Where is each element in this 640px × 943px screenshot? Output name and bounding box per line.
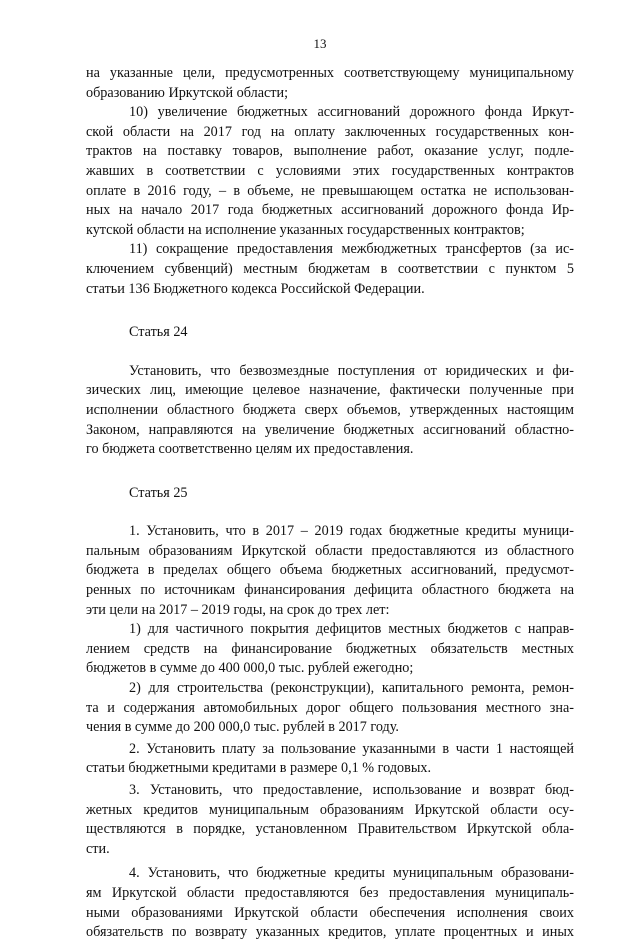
text-line: зических лиц, имеющие целевое назначение, фактически полученные при [86,382,574,399]
text-line: 2. Установить плату за пользование указанными в части 1 настоящей [129,740,574,757]
text-line: статьи бюджетными кредитами в размере 0,1 % годовых. [86,760,432,777]
article-25-part-3 [86,781,574,859]
continuation-paragraph [86,64,574,103]
article-25-part-1-item-1 [86,620,574,679]
text-line: образованию Иркутской области; [86,84,289,101]
text-line: ществляются в порядке, установленном Правительством Иркутской обла- [86,821,574,838]
article-24-text [86,362,574,460]
text-line: 10) увеличение бюджетных ассигнований дорожного фонда Иркут- [129,104,574,121]
article-25-part-1 [86,522,574,620]
text-line: ными образованиями Иркутской области обеспечения исполнения своих [86,904,574,921]
text-line: чения в сумме до 200 000,0 тыс. рублей в 2017 году. [86,719,399,736]
list-item-11 [86,240,574,299]
text-line: жавших в соответствии с условиями этих государственных контрактов [86,162,574,179]
text-line: жетных кредитов муниципальным образованиям Иркутской области осу- [86,801,574,818]
text-line: 1) для частичного покрытия дефицитов местных бюджетов с направ- [129,621,574,638]
text-line: лением средств на финансирование бюджетных обязательств местных [86,640,574,657]
text-line: сти. [86,840,110,857]
text-line: Законом, направляются на увеличение бюджетных ассигнований областно- [86,421,574,438]
article-25-part-4 [86,864,574,942]
article-25-part-1-item-2 [86,679,574,738]
page-number: 13 [313,36,327,51]
text-line: на указанные цели, предусмотренных соответствующему муниципальному [86,65,574,81]
article-25-part-2 [86,740,574,779]
text-line: ренных по источникам финансирования дефицита областного бюджета на [86,582,574,599]
text-line: пальным образованиям Иркутской области предоставляются из областного [86,542,574,559]
text-line: ской области на 2017 год на оплату заключенных государственных кон- [86,123,574,140]
text-line: 11) сокращение предоставления межбюджетных трансфертов (за ис- [129,241,574,258]
text-line: 4. Установить, что бюджетные кредиты муниципальным образовани- [129,865,574,882]
page-content [86,64,574,943]
article-25-title: Статья 25 [129,484,188,501]
text-line: статьи 136 Бюджетного кодекса Российской Федерации. [86,280,425,297]
text-line: трактов на поставку товаров, выполнение работ, оказание услуг, подле- [86,143,574,160]
text-line: обязательств по возврату указанных кредитов, уплате процентных и иных [86,924,574,941]
text-line: 3. Установить, что предоставление, использование и возврат бюд- [129,782,574,798]
text-line: ям Иркутской области предоставляются без предоставления муниципаль- [86,884,574,901]
text-line: оплате в 2016 году, – в объеме, не превышающем остатка не использован- [86,182,574,199]
article-24-title: Статья 24 [129,324,188,341]
text-line: бюджетов в сумме до 400 000,0 тыс. рублей ежегодно; [86,660,414,677]
text-line: бюджета в пределах общего объема бюджетных ассигнований, предусмот- [86,562,574,579]
text-line: ных на начало 2017 года бюджетных ассигнований дорожного фонда Ир- [86,202,574,219]
text-line: ключением субвенций) местным бюджетам в соответствии с пунктом 5 [86,260,574,277]
text-line: эти цели на 2017 – 2019 годы, на срок до трех лет: [86,601,390,618]
text-line: исполнении областного бюджета сверх объемов, утвержденных настоящим [86,401,574,418]
text-line: 1. Установить, что в 2017 – 2019 годах бюджетные кредиты муници- [129,523,574,540]
text-line: та и содержания автомобильных дорог общего пользования местного зна- [86,699,574,716]
list-item-10 [86,103,574,240]
text-line: 2) для строительства (реконструкции), капитального ремонта, ремон- [129,680,574,697]
text-line: Установить, что безвозмездные поступления от юридических и фи- [129,362,574,379]
text-line: кутской области на исполнение указанных государственных контрактов; [86,221,525,238]
text-line: го бюджета соответственно целям их предоставления. [86,441,414,458]
